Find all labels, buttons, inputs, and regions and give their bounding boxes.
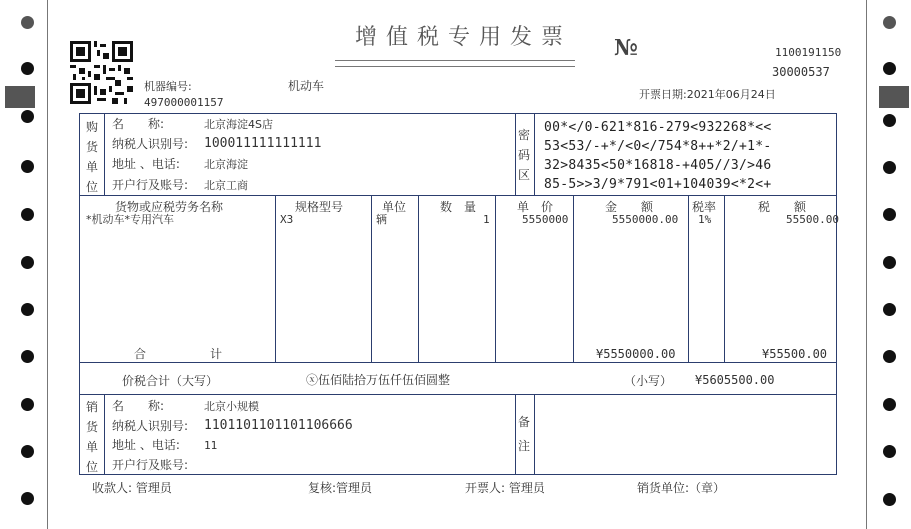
feed-hole (21, 350, 34, 363)
divider (371, 195, 372, 362)
payee (92, 479, 172, 496)
item-price: 5550000 (522, 213, 569, 226)
divider (79, 362, 837, 363)
issuer (465, 479, 545, 496)
payee-value: 管理员 (135, 481, 172, 495)
divider (515, 394, 516, 475)
invoice-type: 机动车 (288, 79, 325, 93)
issue-date (639, 86, 776, 102)
qr-code-icon (70, 41, 133, 104)
label-char: 货 (85, 420, 98, 434)
divider (534, 113, 535, 195)
total-amount: ¥5550000.00 (596, 347, 676, 361)
col-header-price: 单 价 (517, 200, 554, 214)
item-qty: 1 (483, 213, 490, 226)
registration-mark (879, 86, 909, 108)
feed-hole (21, 62, 34, 75)
feed-hole (883, 114, 896, 127)
label-char: 区 (517, 168, 530, 182)
reviewer-label: 复核: (308, 481, 337, 495)
seller-address: 11 (204, 439, 218, 452)
buyer-tax-id: 100011111111111 (204, 136, 322, 151)
col-header-name: 货物或应税劳务名称 (115, 200, 224, 214)
right-feed-strip (871, 0, 911, 529)
divider (534, 394, 535, 475)
buyer-section-label (85, 117, 99, 197)
invoice-number: 30000537 (772, 65, 830, 79)
feed-hole (21, 160, 34, 173)
feed-hole (21, 208, 34, 221)
feed-hole (883, 350, 896, 363)
buyer-name: 北京海淀4S店 (204, 118, 273, 131)
feed-hole (883, 303, 896, 316)
seller-tax-id: 1101101101101106666 (204, 418, 353, 433)
feed-hole (883, 161, 896, 174)
invoice-title: 增值税专用发票 (355, 25, 573, 50)
reviewer (308, 479, 372, 496)
col-header-rate: 税率 (692, 200, 717, 214)
feed-hole (21, 445, 34, 458)
feed-hole (883, 62, 896, 75)
divider (104, 113, 105, 195)
item-rate: 1% (698, 213, 712, 226)
machine-number: 497000001157 (144, 96, 224, 109)
label-char: 货 (85, 140, 98, 154)
item-spec: X3 (280, 213, 294, 226)
reviewer-value: 管理员 (336, 481, 373, 495)
cipher-line: 32>8435<50*16818-+405//3/>46 (544, 158, 772, 173)
feed-hole (21, 398, 34, 411)
cipher-line: 85-5>>3/9*791<01+104039<*2<+ (544, 177, 772, 192)
left-feed-strip (0, 0, 40, 529)
col-header-qty: 数 量 (440, 200, 477, 214)
label-char: 码 (517, 148, 530, 162)
label-char: 位 (85, 180, 98, 194)
invoice-code: 1100191150 (775, 46, 842, 59)
divider (418, 195, 419, 362)
issue-date-value: 2021年06月24日 (686, 88, 776, 101)
summary-small-label: （小写） (624, 374, 673, 388)
divider (79, 394, 837, 395)
feed-hole (21, 303, 34, 316)
label-char: 单 (85, 160, 98, 174)
item-amount: 5550000.00 (612, 213, 679, 226)
total-label: 合 (134, 347, 147, 361)
seller-address-label: 地址 、电话: (112, 438, 180, 452)
label-char: 销 (85, 400, 98, 414)
feed-hole (883, 445, 896, 458)
summary-small: ¥5605500.00 (695, 373, 775, 387)
summary-capital: ⓧ伍佰陆拾万伍仟伍佰圆整 (306, 373, 451, 387)
col-header-tax: 税 额 (758, 200, 807, 214)
divider (688, 195, 689, 362)
label-char: 备 (517, 415, 530, 429)
divider (495, 195, 496, 362)
buyer-name-label: 名 称: (112, 117, 165, 131)
feed-hole (883, 16, 896, 29)
buyer-address: 北京海淀 (204, 158, 248, 171)
seller-name-label: 名 称: (112, 399, 165, 413)
divider (573, 195, 574, 362)
cipher-line: 00*</0-621*816-279<932268*<< (544, 120, 772, 135)
issue-date-label: 开票日期: (639, 88, 687, 101)
remarks-label (517, 410, 531, 458)
title-underline (335, 66, 575, 67)
col-header-unit: 单位 (382, 200, 407, 214)
total-label: 计 (210, 347, 223, 361)
total-tax: ¥55500.00 (762, 347, 828, 361)
feed-hole (21, 110, 34, 123)
cipher-area (544, 118, 772, 194)
divider (104, 394, 105, 475)
feed-hole (883, 398, 896, 411)
issuer-label: 开票人: (465, 481, 506, 495)
issuer-value: 管理员 (508, 481, 545, 495)
item-unit: 辆 (376, 213, 387, 226)
label-char: 密 (517, 128, 530, 142)
divider (275, 195, 276, 362)
item-name: *机动车*专用汽车 (86, 213, 174, 226)
seller-seal-label: 销货单位:（章） (637, 481, 726, 495)
payee-label: 收款人: (92, 481, 133, 495)
summary-label: 价税合计（大写） (122, 374, 219, 388)
seller-section-label (85, 397, 99, 477)
feed-hole (883, 493, 896, 506)
buyer-bank-label: 开户行及账号: (112, 178, 189, 192)
label-char: 购 (85, 120, 98, 134)
col-header-spec: 规格型号 (295, 200, 344, 214)
feed-hole (883, 208, 896, 221)
buyer-address-label: 地址 、电话: (112, 157, 180, 171)
col-header-amount: 金 额 (605, 200, 654, 214)
left-perforation-line (47, 0, 48, 529)
label-char: 注 (517, 439, 530, 453)
feed-hole (883, 256, 896, 269)
cipher-line: 53<53/-+*/<0</754*8++*2/+1*- (544, 139, 772, 154)
divider (724, 195, 725, 362)
feed-hole (21, 16, 34, 29)
label-char: 位 (85, 460, 98, 474)
buyer-tax-id-label: 纳税人识别号: (112, 137, 189, 151)
right-perforation-line (866, 0, 867, 529)
machine-number-label: 机器编号: (144, 80, 192, 93)
divider (515, 113, 516, 195)
registration-mark (5, 86, 35, 108)
item-tax: 55500.00 (786, 213, 839, 226)
seller-tax-id-label: 纳税人识别号: (112, 419, 189, 433)
cipher-label (517, 125, 531, 185)
buyer-bank: 北京工商 (204, 179, 248, 192)
label-char: 单 (85, 440, 98, 454)
feed-hole (21, 492, 34, 505)
feed-hole (21, 256, 34, 269)
number-symbol: № (614, 35, 638, 61)
seller-name: 北京小规模 (204, 400, 259, 413)
seller-bank-label: 开户行及账号: (112, 458, 189, 472)
